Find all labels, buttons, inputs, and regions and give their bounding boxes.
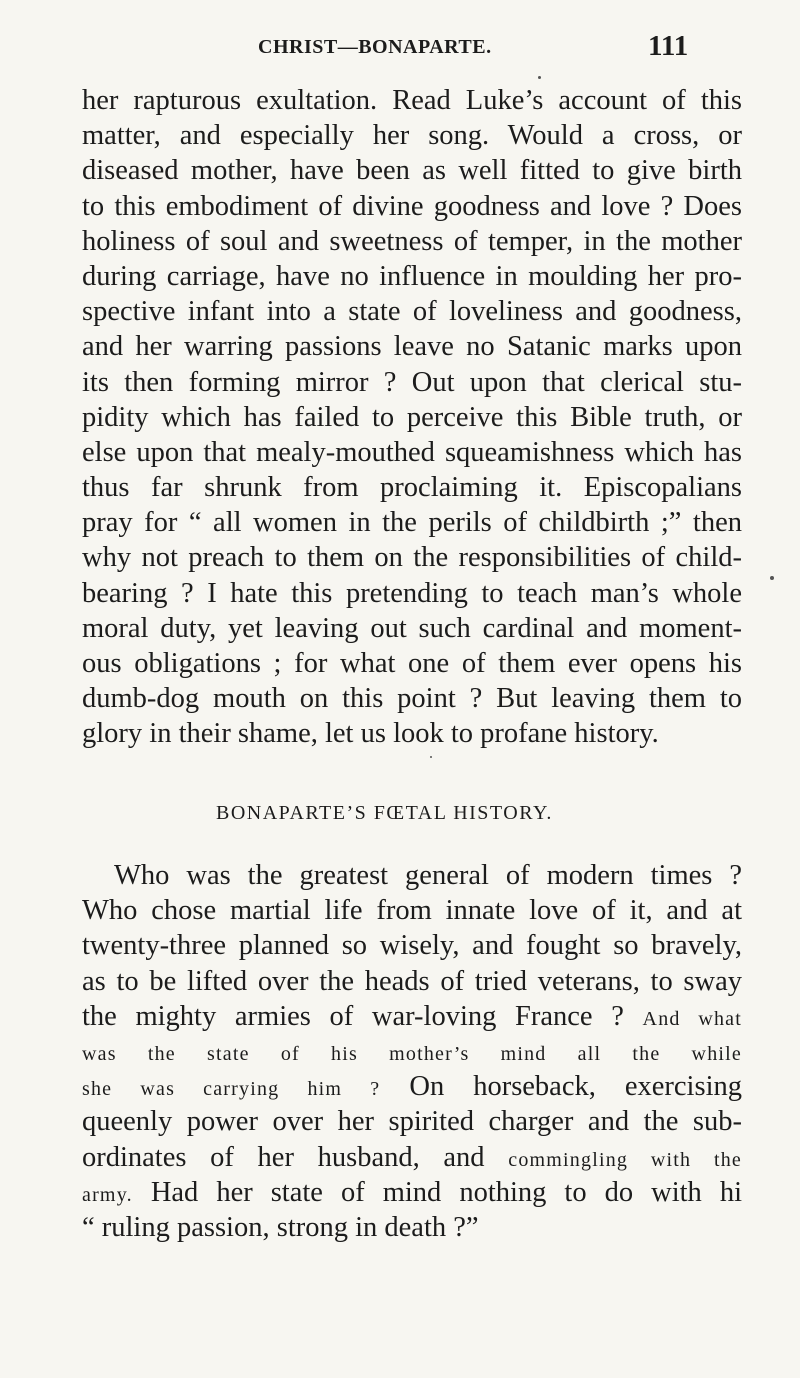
text-line: queenly power over her spirited charger and the sub- [82,1106,742,1138]
text-line: ous obligations ; for what one of them ever opens his [82,648,742,679]
text-line: Who chose martial life from innate love of it, and at [82,895,742,927]
text-line: bearing ? I hate this pretending to teach man’s whole [82,577,742,609]
text-line: twenty-three planned so wisely, and fought so bravely, [82,930,742,962]
text-line: “ ruling passion, strong in death ?” [82,1211,479,1243]
paragraph-2 [82,858,742,1245]
print-speck [538,76,541,79]
page-number: 111 [648,30,689,62]
text-line: holiness of soul and sweetness of temper, in the mother [82,225,742,257]
print-speck [430,756,432,758]
text-line: else upon that mealy-mouthed squeamishness which has [82,436,742,468]
text-line [82,1140,742,1175]
text-line [82,999,742,1034]
running-title: CHRIST—BONAPARTE. [258,36,492,58]
small-caps-run: was the state of his mother’s mind all the while [82,1042,742,1065]
small-caps-run: she was carrying him ? [82,1078,381,1101]
small-caps-run: And what [642,1007,742,1030]
text-line: diseased mother, have been as well fitted to give birth [82,155,742,187]
text-line: spective infant into a state of loveliness and goodness, [82,296,742,328]
text-line: during carriage, have no influence in moulding her pro- [82,260,742,292]
print-speck [770,576,774,580]
text-line: pray for “ all women in the perils of childbirth ;” then [82,507,742,539]
text-run: Had her state of mind nothing to do with hi [132,1176,742,1208]
text-line: moral duty, yet leaving out such cardinal and moment- [82,612,742,644]
section-heading: BONAPARTE’S FŒTAL HISTORY. [216,802,553,824]
text-line: to this embodiment of divine goodness and love ? Does [82,190,742,222]
text-line: glory in their shame, let us look to profane history. [82,718,659,750]
text-line: her rapturous exultation. Read Luke’s account of this [82,85,742,116]
text-line: dumb-dog mouth on this point ? But leaving them to [82,683,742,715]
text-line: why not preach to them on the responsibilities of child- [82,542,742,574]
text-line [82,1175,742,1210]
text-run: On horseback, exercising [380,1071,742,1103]
paragraph-1 [82,83,742,752]
text-line: pidity which has failed to perceive this Bible truth, or [82,401,742,433]
text-line: its then forming mirror ? Out upon that clerical stu- [82,366,742,398]
small-caps-run: army. [82,1183,133,1206]
text-line: Who was the greatest general of modern times ? [114,860,742,891]
text-line [82,1034,742,1069]
text-run: the mighty armies of war-loving France ? [82,1000,643,1032]
text-line: thus far shrunk from proclaiming it. Episcopalians [82,472,742,504]
text-line [82,1069,742,1104]
text-line: as to be lifted over the heads of tried veterans, to sway [82,965,742,997]
text-line: and her warring passions leave no Satanic marks upon [82,331,742,363]
text-line: matter, and especially her song. Would a cross, or [82,120,742,152]
text-run: ordinates of her husband, and [82,1141,509,1173]
small-caps-run: commingling with the [508,1148,742,1171]
